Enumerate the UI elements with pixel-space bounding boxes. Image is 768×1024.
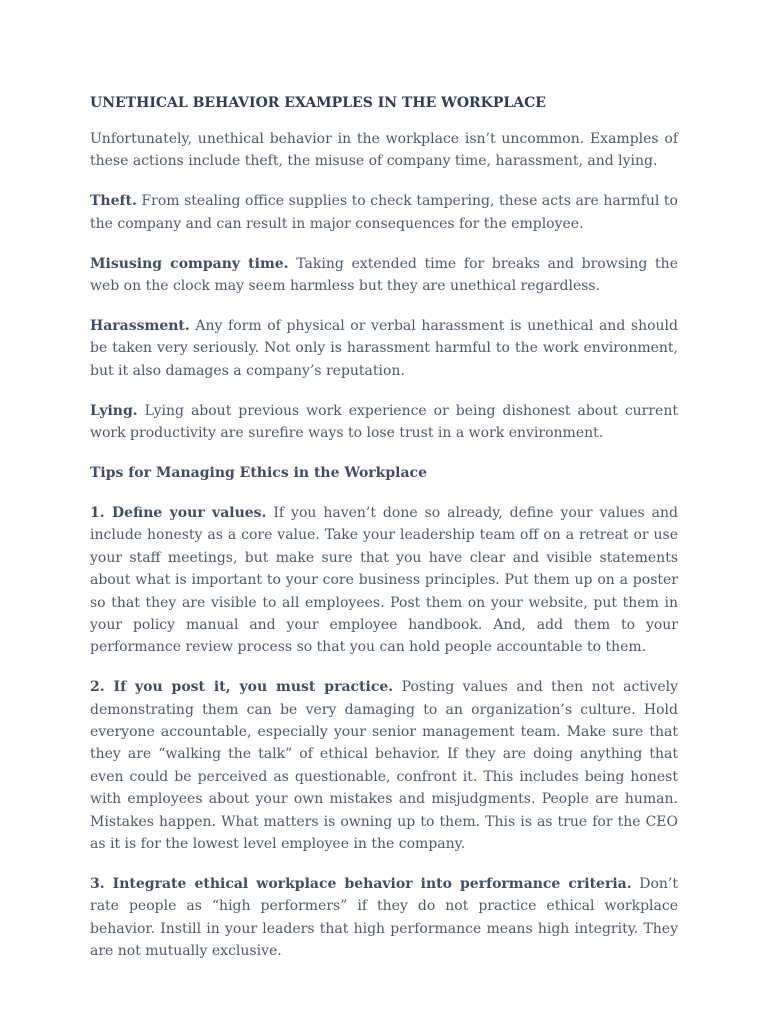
example-lying bbox=[90, 400, 678, 445]
document-title: UNETHICAL BEHAVIOR EXAMPLES IN THE WORKPLACE bbox=[90, 95, 546, 111]
example-harassment bbox=[90, 315, 678, 382]
example-text: Taking extended time for breaks and browsing the web on the clock may seem harmless but they are unethical regardless. bbox=[90, 255, 678, 295]
document-page bbox=[90, 93, 678, 980]
example-text: Lying about previous work experience or being dishonest about current work productivity are surefire ways to lose trust in a work environment. bbox=[90, 402, 678, 442]
example-text: Any form of physical or verbal harassment is unethical and should be taken very seriously. Not only is harassment harmful to the work environment, but it also damages a company’s reputation. bbox=[90, 317, 678, 379]
example-text: From stealing office supplies to check tampering, these acts are harmful to the company and can result in major consequences for the employee. bbox=[90, 193, 678, 232]
tip-text: Don’t rate people as “high performers” if they do not practice ethical workplace behavior. Instill in your leaders that high performance means high integrity. They are not mutually exclusive. bbox=[90, 875, 678, 960]
example-lead: Misusing company time. bbox=[90, 255, 289, 272]
tip-lead: 3. Integrate ethical workplace behavior into performance criteria. bbox=[90, 875, 632, 892]
example-lead: Theft. bbox=[90, 193, 137, 210]
tip-performance-criteria bbox=[90, 873, 678, 963]
intro-paragraph: Unfortunately, unethical behavior in the workplace isn’t uncommon. Examples of these actions include theft, the misuse of company time, harassment, and lying. bbox=[90, 131, 678, 170]
tips-heading: Tips for Managing Ethics in the Workplace bbox=[90, 464, 427, 481]
tip-text: Posting values and then not actively demonstrating them can be very damaging to an organization’s culture. Hold everyone accountable, especially your senior management team. Make sure that they are “walking the talk” of ethical behavior. If they are doing anything that even could be perceived as questionable, confront it. This includes being honest with employees about your own mistakes and misjudgments. People are human. Mistakes happen. What matters is owning up to them. This is as true for the CEO as it is for the lowest level employee in the company. bbox=[90, 679, 678, 853]
tip-lead: 2. If you post it, you must practice. bbox=[90, 679, 394, 696]
example-theft bbox=[90, 190, 678, 235]
tip-define-values bbox=[90, 502, 678, 659]
example-lead: Harassment. bbox=[90, 317, 190, 334]
example-lead: Lying. bbox=[90, 402, 138, 419]
tip-lead: 1. Define your values. bbox=[90, 504, 267, 521]
tip-text: If you haven’t done so already, define your values and include honesty as a core value. Take your leadership team off on a retreat or use your staff meetings, but make sure that you have clear and visible statements about what is important to your core business principles. Put them up on a poster so that they are visible to all employees. Post them on your website, put them in your policy manual and your employee handbook. And, add them to your performance review process so that you can hold people accountable to them. bbox=[90, 504, 678, 656]
tip-practice bbox=[90, 676, 678, 855]
example-misusing-time bbox=[90, 253, 678, 298]
